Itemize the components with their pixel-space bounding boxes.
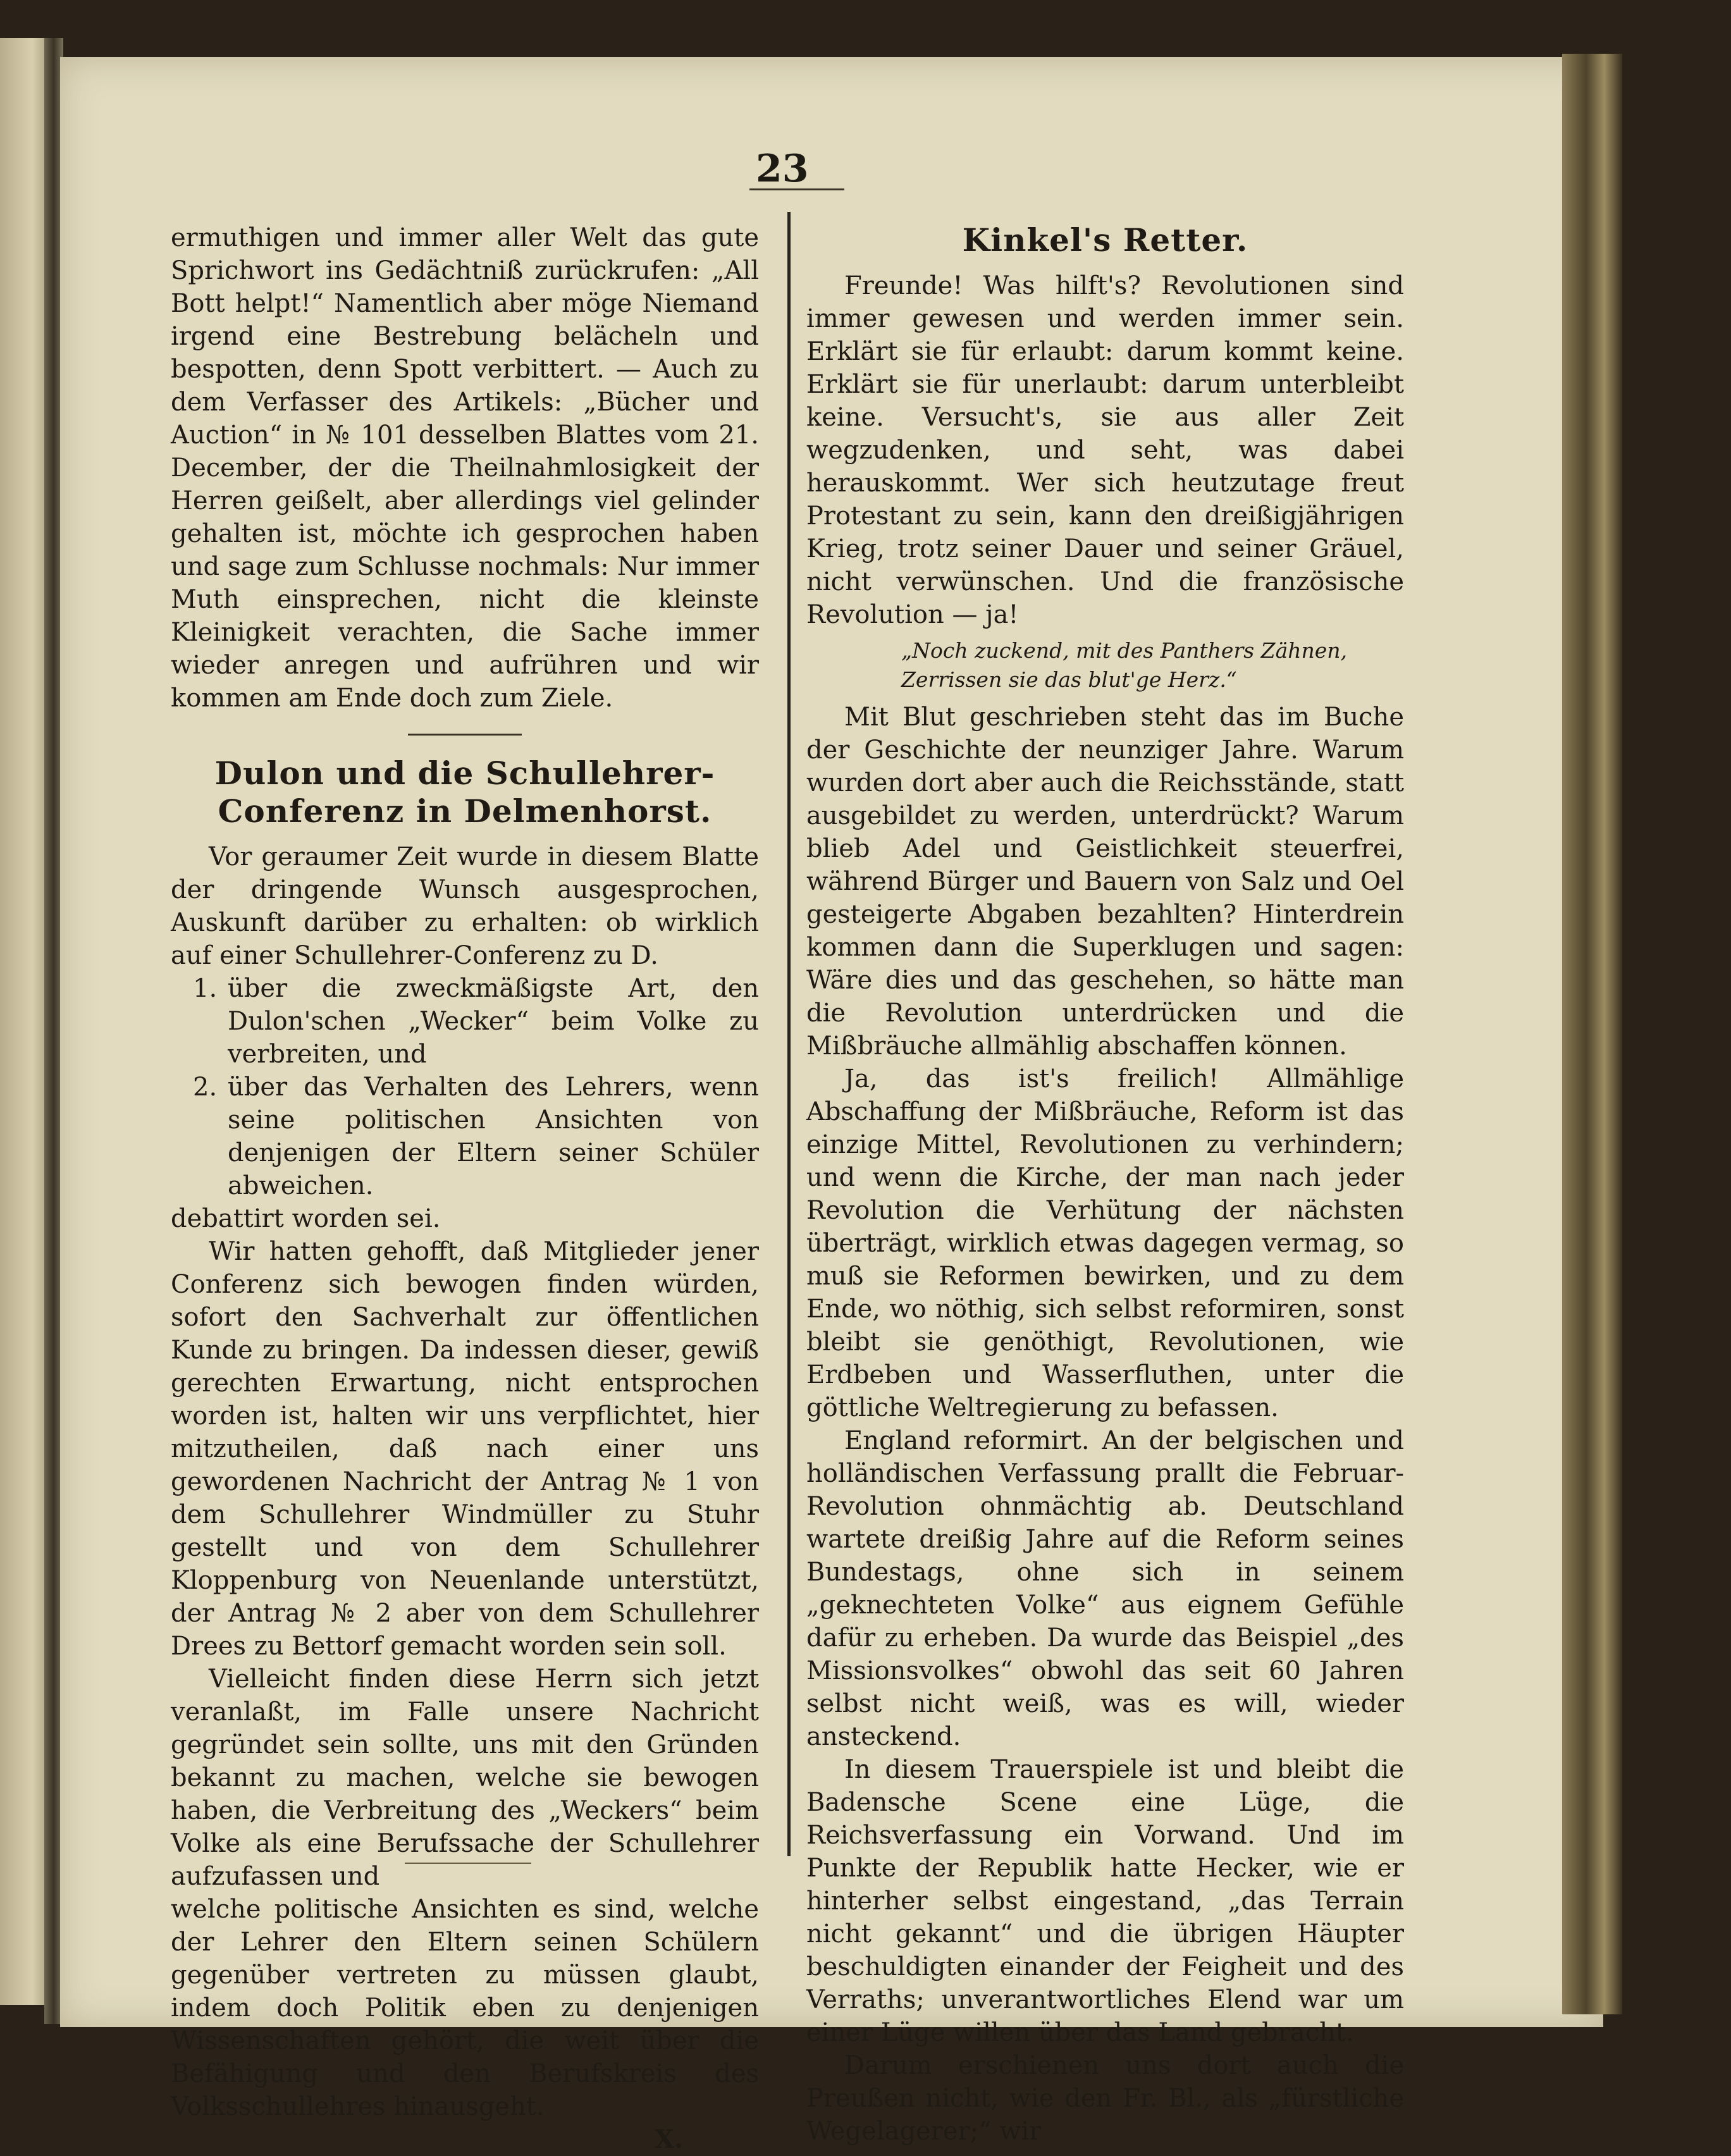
paragraph: debattirt worden sei.	[171, 1204, 441, 1233]
list-item	[193, 972, 759, 1071]
paragraph: Freunde! Was hilft's? Revolutionen sind immer gewesen und werden immer sein. Erklärt sie für erlaubt: darum kommt keine. Erklärt sie für unerlaubt: darum unterbleibt keine. Versucht's, sie aus aller Zeit wegzudenken, und seht, was dabei herauskommt. Wer sich heutzutage freut Protestant zu sein, kann den dreißigjährigen Krieg, trotz seiner Dauer und seiner Gräuel, nicht verwünschen. Und die französische Revolution — ja!	[806, 271, 1404, 629]
list-item	[193, 1071, 759, 1202]
paragraph: Ja, das ist's freilich! Allmählige Abschaffung der Mißbräuche, Reform ist das einzige Mittel, Revolutionen zu verhindern; und wenn die Kirche, der man nach jeder Revolution die Verhütung der nächsten überträgt, wirklich etwas dagegen vermag, so muß sie Reformen bewirken, und zu dem Ende, wo nöthig, sich selbst reformiren, sonst bleibt sie genöthigt, Revolutionen, wie Erdbeben und Wasserfluthen, unter die göttliche Weltregierung zu befassen.	[806, 1064, 1404, 1422]
author-signature: X.	[655, 2124, 683, 2154]
list-text: über das Verhalten des Lehrers, wenn seine politischen Ansichten von denjenigen der Eltern seiner Schüler abweichen.	[228, 1073, 759, 1200]
numbered-list	[171, 972, 759, 1202]
list-number: 2.	[193, 1073, 218, 1102]
article-title: Dulon und die Schullehrer-Conferenz in Delmenhorst.	[214, 755, 715, 830]
paragraph: In diesem Trauerspiele ist und bleibt die Badensche Scene eine Lüge, die Reichsverfassung ein Vorwand. Und im Punkte der Republik hatte Hecker, wie er hinterher selbst eingestand, „das Terrain nicht gekannt“ und die übrigen Häupter beschuldigten einander der Feigheit und des Verraths; unverantwortliches Elend war um einer Lüge willen über das Land gebracht.	[806, 1755, 1404, 2047]
paragraph: Mit Blut geschrieben steht das im Buche der Geschichte der neunziger Jahre. Warum wurden dort aber auch die Reichsstände, statt ausgebildet zu werden, unterdrückt? Warum blieb Adel und Geistlichkeit steuerfrei, während Bürger und Bauern von Salz und Oel gesteigerte Abgaben bezahlten? Hinterdrein kommen dann die Superklugen und sagen: Wäre dies und das geschehen, so hätte man die Revolution unterdrücken und die Mißbräuche allmählig abschaffen können.	[806, 703, 1404, 1061]
article-title: Kinkel's Retter.	[962, 221, 1248, 259]
book-edge-right	[1562, 54, 1622, 2014]
right-column	[806, 221, 1404, 2148]
footer-rule	[405, 1863, 531, 1864]
verse-quote	[806, 636, 1404, 694]
header-rule	[749, 188, 844, 190]
signature-row	[171, 2123, 759, 2156]
list-number: 1.	[193, 974, 218, 1003]
column-divider	[787, 212, 791, 1856]
paragraph: Vielleicht finden diese Herrn sich jetzt veranlaßt, im Falle unsere Nachricht gegründet sein sollte, uns mit den Gründen bekannt zu machen, welche sie bewogen haben, die Verbreitung des „Weckers“ beim Volke als eine Berufssache der Schullehrer aufzufassen und	[171, 1665, 759, 1891]
paragraph: Darum erschienen uns dort auch die Preußen nicht, wie den Fr. Bl., als „fürstliche Wegelagerer;“ wir	[806, 2051, 1404, 2146]
quote-line: Zerrissen sie das blut'ge Herz.“	[901, 667, 1237, 692]
paragraph: welche politische Ansichten es sind, welche der Lehrer den Eltern seinen Schülern gegenüber vertreten zu müssen glaubt, indem doch Politik eben zu denjenigen Wissenschaften gehört, die weit über die Befähigung und den Berufskreis des Volksschullehres hinausgeht.	[171, 1895, 759, 2121]
quote-line: „Noch zuckend, mit des Panthers Zähnen,	[901, 638, 1348, 663]
paragraph: Vor geraumer Zeit wurde in diesem Blatte der dringende Wunsch ausgesprochen, Auskunft darüber zu erhalten: ob wirklich auf einer Schullehrer-Conferenz zu D.	[171, 842, 759, 970]
page-number: 23	[756, 147, 809, 191]
paragraph: ermuthigen und immer aller Welt das gute Sprichwort ins Gedächtniß zurückrufen: „All Bott helpt!“ Namentlich aber möge Niemand irgend eine Bestrebung belächeln und bespotten, denn Spott verbittert. — Auch zu dem Verfasser des Artikels: „Bücher und Auction“ in № 101 desselben Blattes vom 21. December, der die Theilnahmlosigkeit der Herren geißelt, aber allerdings viel gelinder gehalten ist, möchte ich gesprochen haben und sage zum Schlusse nochmals: Nur immer Muth einsprechen, nicht die kleinste Kleinigkeit verachten, die Sache immer wieder anregen und aufrühren und wir kommen am Ende doch zum Ziele.	[171, 223, 759, 713]
paragraph: England reformirt. An der belgischen und holländischen Verfassung prallt die Februar-Revolution ohnmächtig ab. Deutschland wartete dreißig Jahre auf die Reform seines Bundestags, ohne sich in seinem „geknechteten Volke“ aus eignem Gefühle dafür zu erheben. Da wurde das Beispiel „des Missionsvolkes“ obwohl das seit 60 Jahren selbst nicht weiß, was es will, wieder ansteckend.	[806, 1426, 1404, 1751]
paragraph: Wir hatten gehofft, daß Mitglieder jener Conferenz sich bewogen finden würden, sofort den Sachverhalt zur öffentlichen Kunde zu bringen. Da indessen dieser, gewiß gerechten Erwartung, nicht entsprochen worden ist, halten wir uns verpflichtet, hier mitzutheilen, daß nach einer uns gewordenen Nachricht der Antrag № 1 von dem Schullehrer Windmüller zu Stuhr gestellt und von dem Schullehrer Kloppenburg von Neuenlande unterstützt, der Antrag № 2 aber von dem Schullehrer Drees zu Bettorf gemacht worden sein soll.	[171, 1237, 759, 1661]
section-divider	[408, 734, 522, 736]
list-text: über die zweckmäßigste Art, den Dulon'schen „Wecker“ beim Volke zu verbreiten, und	[228, 974, 759, 1069]
left-column	[171, 221, 759, 2156]
